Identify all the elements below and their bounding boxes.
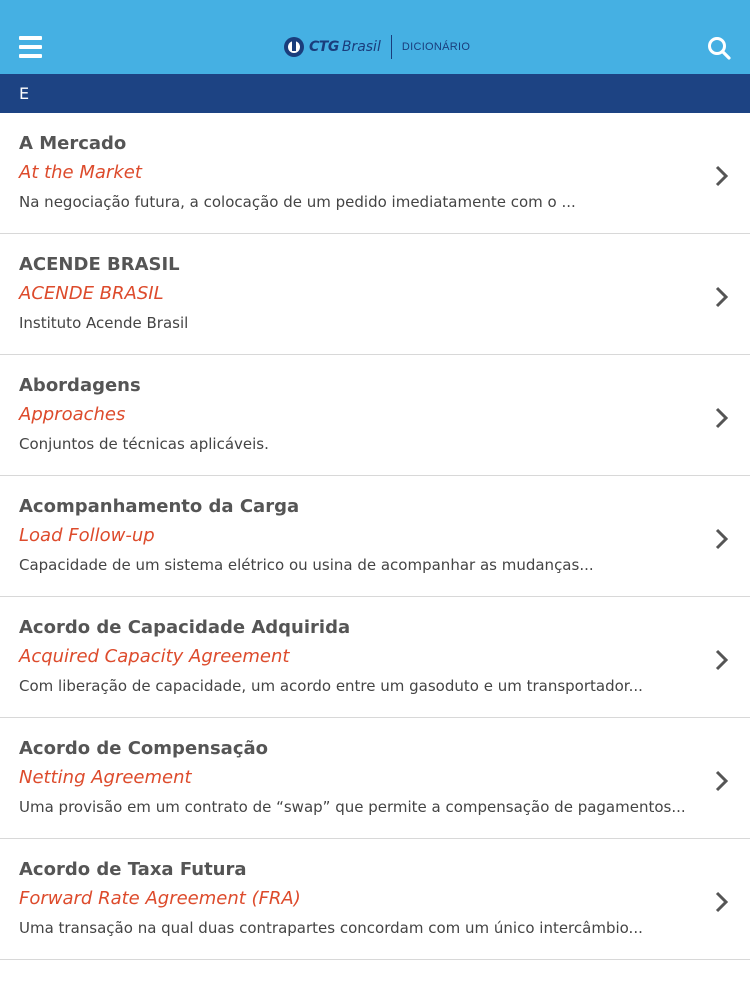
definition-text: Conjuntos de técnicas aplicáveis. xyxy=(19,435,269,453)
brand-section-label: DICIONÁRIO xyxy=(401,41,471,53)
term-label: ACENDE BRASIL xyxy=(19,254,180,275)
ctg-logo-icon xyxy=(283,36,305,58)
chevron-right-icon xyxy=(715,165,729,187)
chevron-right-icon xyxy=(715,649,729,671)
definition-text: Com liberação de capacidade, um acordo entre um gasoduto e um transportador... xyxy=(19,677,643,695)
term-label: Acordo de Capacidade Adquirida xyxy=(19,617,351,638)
list-item[interactable] xyxy=(0,234,750,355)
list-item[interactable] xyxy=(0,718,750,839)
translation-label: Approaches xyxy=(19,404,126,425)
translation-label: Forward Rate Agreement (FRA) xyxy=(19,888,301,909)
translation-label: At the Market xyxy=(19,162,142,183)
dictionary-list xyxy=(0,113,750,960)
list-item[interactable] xyxy=(0,355,750,476)
term-label: Acordo de Compensação xyxy=(19,738,269,759)
term-label: Acompanhamento da Carga xyxy=(19,496,300,517)
definition-text: Instituto Acende Brasil xyxy=(19,314,189,332)
chevron-right-icon xyxy=(715,286,729,308)
chevron-right-icon xyxy=(715,528,729,550)
list-item[interactable] xyxy=(0,113,750,234)
brand-logo xyxy=(283,35,470,59)
section-letter: E xyxy=(19,84,30,103)
chevron-right-icon xyxy=(715,407,729,429)
translation-label: Load Follow-up xyxy=(19,525,155,546)
translation-label: Netting Agreement xyxy=(19,767,192,788)
term-label: Abordagens xyxy=(19,375,141,396)
brand-divider xyxy=(391,35,392,59)
definition-text: Uma provisão em um contrato de “swap” que permite a compensação de pagamentos... xyxy=(19,798,686,816)
definition-text: Na negociação futura, a colocação de um pedido imediatamente com o ... xyxy=(19,193,576,211)
brand-ctg-text: CTG xyxy=(309,39,339,55)
definition-text: Capacidade de um sistema elétrico ou usina de acompanhar as mudanças... xyxy=(19,556,594,574)
hamburger-menu-icon[interactable] xyxy=(19,36,42,58)
translation-label: Acquired Capacity Agreement xyxy=(19,646,290,667)
term-label: A Mercado xyxy=(19,133,127,154)
list-item[interactable] xyxy=(0,597,750,718)
chevron-right-icon xyxy=(715,770,729,792)
top-bar xyxy=(0,0,750,74)
brand-brasil-text: Brasil xyxy=(341,39,381,55)
definition-text: Uma transação na qual duas contrapartes concordam com um único intercâmbio... xyxy=(19,919,643,937)
list-item[interactable] xyxy=(0,476,750,597)
term-label: Acordo de Taxa Futura xyxy=(19,859,247,880)
section-header xyxy=(0,74,750,113)
chevron-right-icon xyxy=(715,891,729,913)
translation-label: ACENDE BRASIL xyxy=(19,283,164,304)
list-item[interactable] xyxy=(0,839,750,960)
search-icon[interactable] xyxy=(707,36,731,60)
